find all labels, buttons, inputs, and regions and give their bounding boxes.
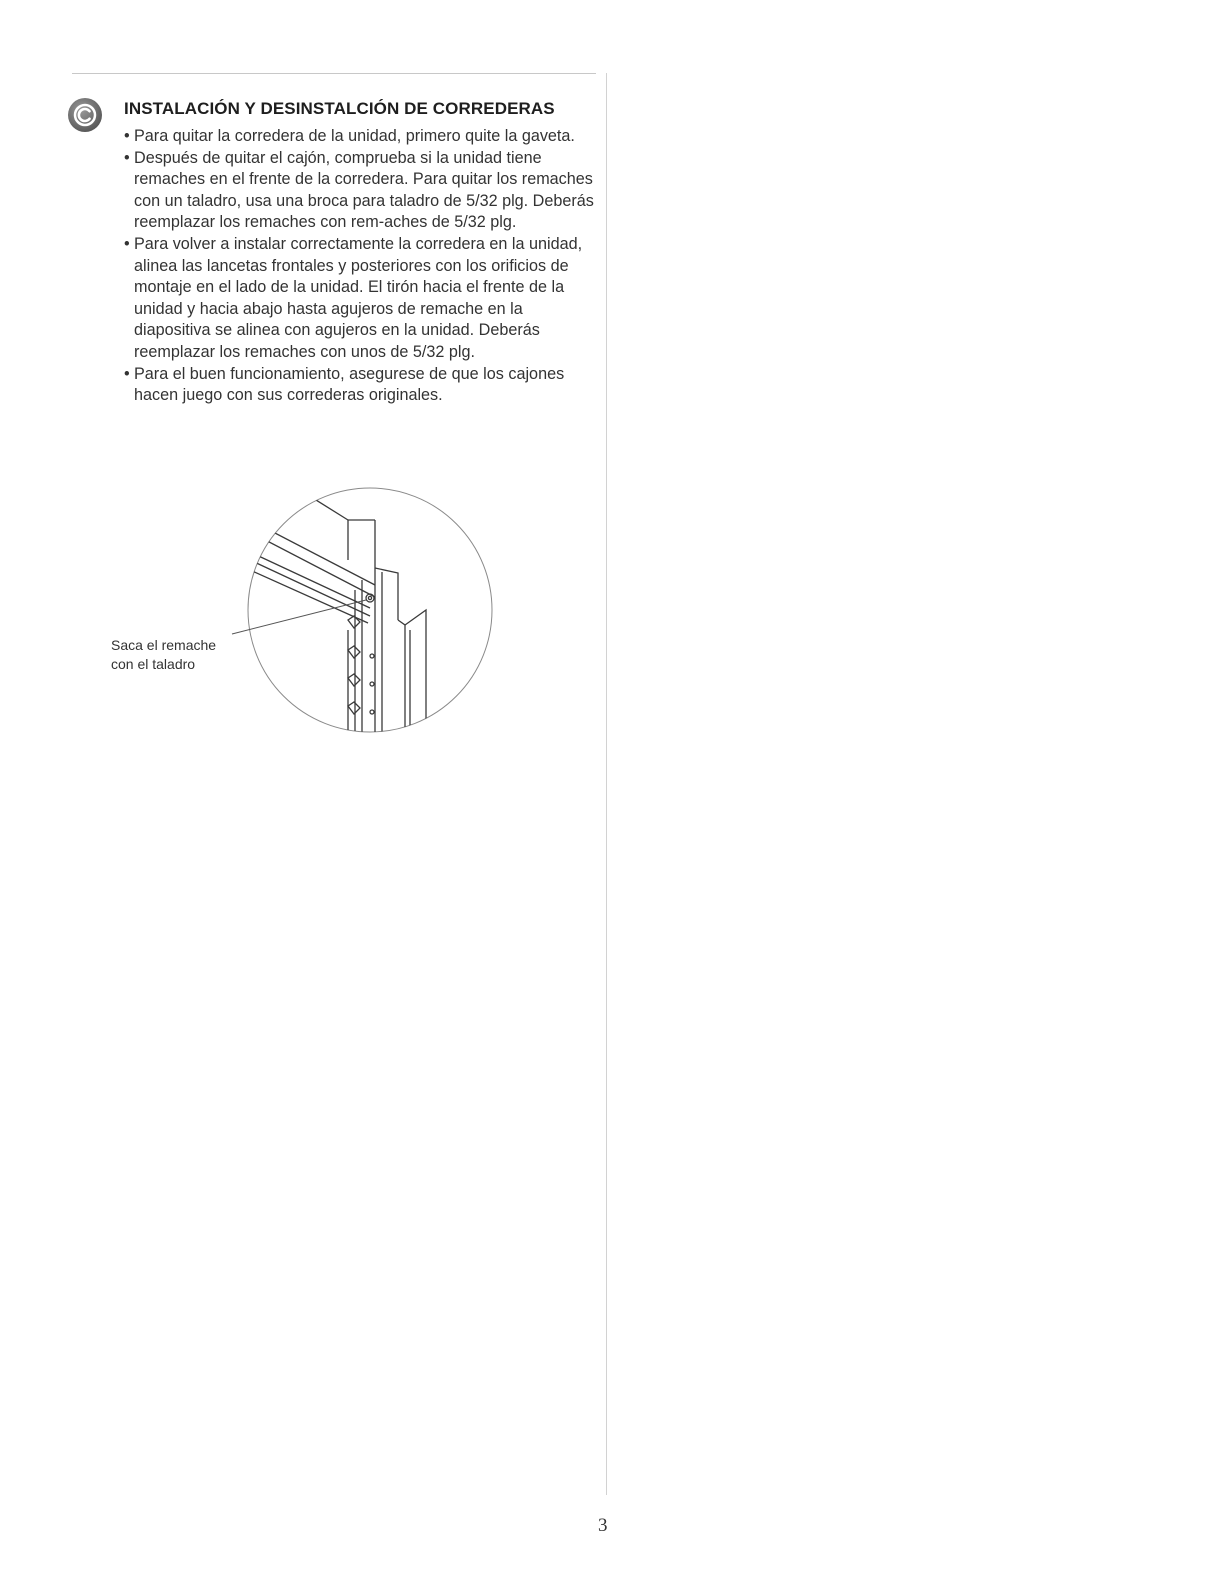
instruction-item: • Después de quitar el cajón, comprueba si la unidad tiene remaches en el frente de la corredera. Para quitar los remaches con un taladro, usa una broca para taladro de 5/32 plg. Deberás reemplazar los remaches con rem-aches de 5/32 plg. (124, 148, 594, 234)
callout-line-1: Saca el remache (111, 637, 217, 653)
column-divider (606, 73, 607, 1495)
page-number: 3 (598, 1515, 608, 1536)
top-rule (72, 73, 596, 74)
slide-rivet-diagram (100, 480, 500, 740)
callout-line-2: con el taladro (111, 656, 196, 672)
instruction-list (124, 126, 594, 407)
callout-label (111, 636, 216, 674)
instruction-item: • Para quitar la corredera de la unidad, primero quite la gaveta. (124, 126, 594, 148)
instruction-item: • Para volver a instalar correctamente la corredera en la unidad, alinea las lancetas frontales y posteriores con los orificios de montaje en el lado de la unidad. El tirón hacia el frente de la unidad y hacia abajo hasta agujeros de remache en la diapositiva se alinea con agujeros en la unidad. Deberás reemplazar los remaches con unos de 5/32 plg. (124, 234, 594, 364)
section-badge-icon (67, 97, 103, 133)
instruction-item: • Para el buen funcionamiento, asegurese de que los cajones hacen juego con sus correderas originales. (124, 364, 594, 407)
section-title: INSTALACIÓN Y DESINSTALCIÓN DE CORREDERAS (124, 99, 555, 118)
